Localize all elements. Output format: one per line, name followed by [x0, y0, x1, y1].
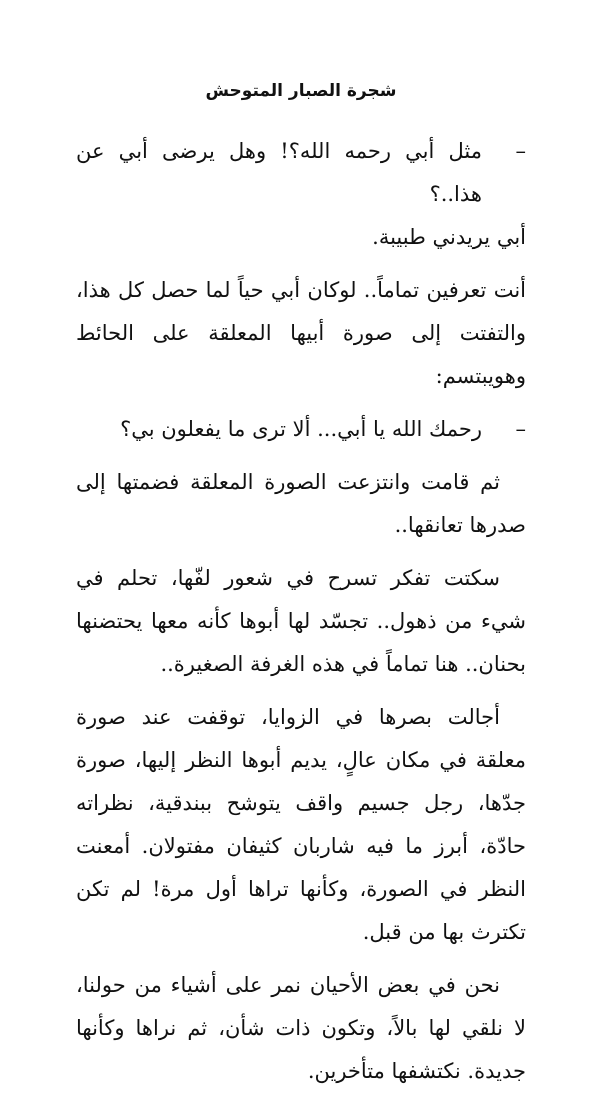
dialogue-line — [76, 130, 526, 216]
page-body — [76, 130, 526, 1103]
paragraph-text: رحمك الله يا أبي... ألا ترى ما يفعلون بي؟ — [120, 417, 482, 441]
paragraph: أجالت بصرها في الزوايا، توقفت عند صورة معلقة في مكان عالٍ، يديم أبوها النظر إليها، صورة جدّها، رجل جسيم واقف يتوشح ببندقية، نظراته حادّة، أبرز ما فيه شاربان كثيفان مفتولان. أمعنت النظر في الصورة، وكأنها تراها أول مرة! لم تكن تكترث بها من قبل. — [76, 705, 526, 944]
paragraph: أنت تعرفين تماماً.. لوكان أبي حياً لما حصل كل هذا، والتفتت إلى صورة أبيها المعلقة على الحائط وهويبتسم: — [76, 278, 526, 388]
paragraph: أبي يريدني طبيبة. — [372, 225, 526, 249]
paragraph: سكتت تفكر تسرح في شعور لفّها، تحلم في شيء من ذهول.. تجسّد لها أبوها كأنه معها يحتضنها بحنان.. هنا تماماً في هذه الغرفة الصغيرة.. — [76, 566, 526, 676]
paragraph: ثم قامت وانتزعت الصورة المعلقة فضمتها إلى صدرها تعانقها.. — [76, 470, 526, 537]
paragraph-text: مثل أبي رحمه الله؟! وهل يرضى أبي عن هذا..؟ — [76, 139, 482, 206]
chapter-title: شجرة الصبار المتوحش — [205, 81, 397, 101]
paragraph: نحن في بعض الأحيان نمر على أشياء من حولنا، لا نلقي لها بالاً، وتكون ذات شأن، ثم نراها وكأنها جديدة. نكتشفها متأخرين. — [76, 973, 526, 1083]
dialogue-line — [76, 408, 526, 451]
dialogue-dash: – — [515, 139, 526, 163]
dialogue-dash: – — [515, 417, 526, 441]
